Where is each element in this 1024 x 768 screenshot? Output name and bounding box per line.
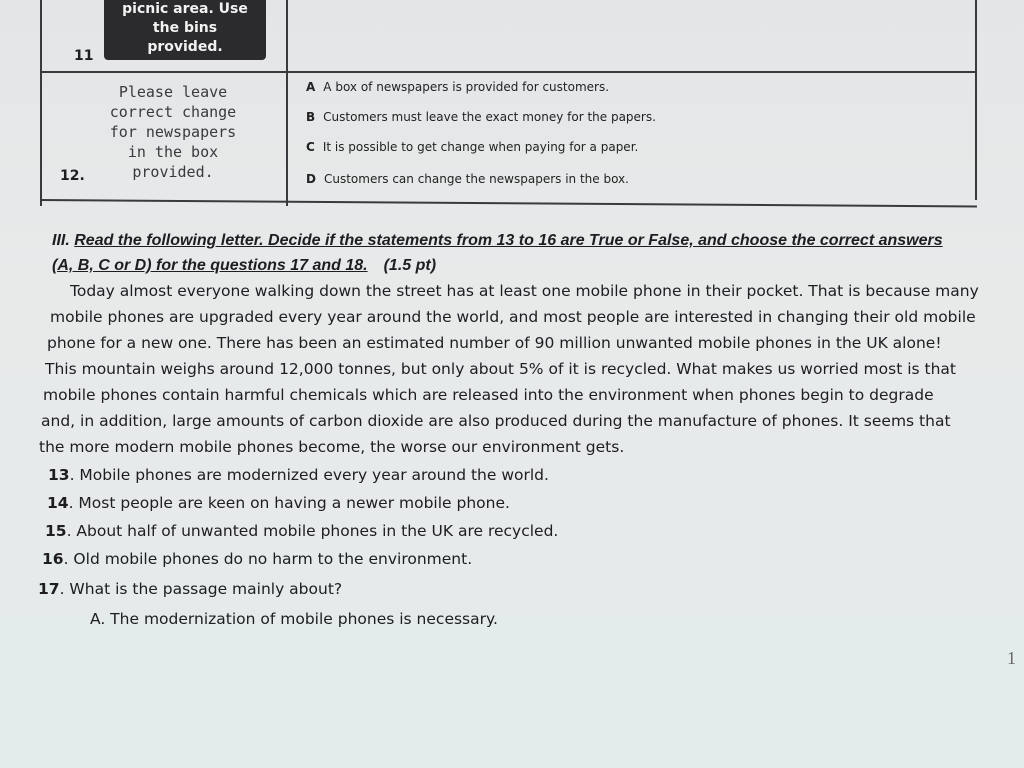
sign-line: provided. — [147, 39, 223, 55]
answer-option-a: A. The modernization of mobile phones is necessary. — [90, 610, 498, 628]
table-column-divider — [286, 0, 288, 206]
table-row-divider — [40, 71, 977, 73]
passage-line: This mountain weighs around 12,000 tonnes, but only about 5% of it is recycled. What makes us worried most is that — [45, 360, 956, 378]
notice-sign-11 — [104, 0, 266, 60]
table-left-border — [40, 0, 42, 206]
sign-line: Please leave — [118, 83, 228, 101]
option-c: C It is possible to get change when paying for a paper. — [306, 140, 639, 154]
sign-line: for newspapers — [109, 123, 237, 141]
passage-line: the more modern mobile phones become, the worse our environment gets. — [39, 438, 625, 456]
sign-line: correct change — [109, 103, 237, 121]
passage-line: mobile phones contain harmful chemicals which are released into the environment when phones begin to degrade — [43, 386, 934, 404]
question-number-11: 11 — [74, 48, 94, 64]
passage-line: Today almost everyone walking down the street has at least one mobile phone in their pocket. That is because many — [70, 282, 979, 300]
section-number: III. — [52, 232, 75, 249]
statement-14: 14. Most people are keen on having a newer mobile phone. — [47, 494, 510, 512]
points-label: (1.5 pt) — [383, 257, 437, 274]
option-a: A A box of newspapers is provided for customers. — [306, 80, 610, 94]
option-d: D Customers can change the newspapers in the box. — [306, 172, 629, 186]
statement-15: 15. About half of unwanted mobile phones in the UK are recycled. — [45, 522, 559, 540]
heading-line-2: (A, B, C or D) for the questions 17 and 18. — [52, 257, 368, 274]
passage-line: and, in addition, large amounts of carbon dioxide are also produced during the manufacture of phones. It seems that — [41, 412, 951, 430]
sign-line: in the box — [127, 143, 219, 161]
passage-line: phone for a new one. There has been an estimated number of 90 million unwanted mobile phones in the UK alone! — [47, 334, 942, 352]
section-heading — [52, 228, 992, 278]
sign-line: picnic area. Use — [122, 1, 248, 17]
passage-line: mobile phones are upgraded every year around the world, and most people are interested in changing their old mobile — [50, 308, 976, 326]
sign-line: the bins — [152, 20, 218, 36]
statement-13: 13. Mobile phones are modernized every year around the world. — [48, 466, 549, 484]
table-bottom-border — [40, 199, 977, 207]
option-b: B Customers must leave the exact money for the papers. — [306, 110, 656, 124]
table-right-border — [975, 0, 977, 200]
notice-sign-12 — [88, 82, 258, 182]
question-17: 17. What is the passage mainly about? — [38, 580, 343, 598]
page-number: 1 — [1007, 648, 1016, 668]
statement-16: 16. Old mobile phones do no harm to the environment. — [42, 550, 473, 568]
heading-line-1: Read the following letter. Decide if the statements from 13 to 16 are True or False, and choose the correct answers — [74, 232, 943, 249]
question-number-12: 12. — [60, 168, 85, 184]
sign-line: provided. — [132, 163, 214, 181]
